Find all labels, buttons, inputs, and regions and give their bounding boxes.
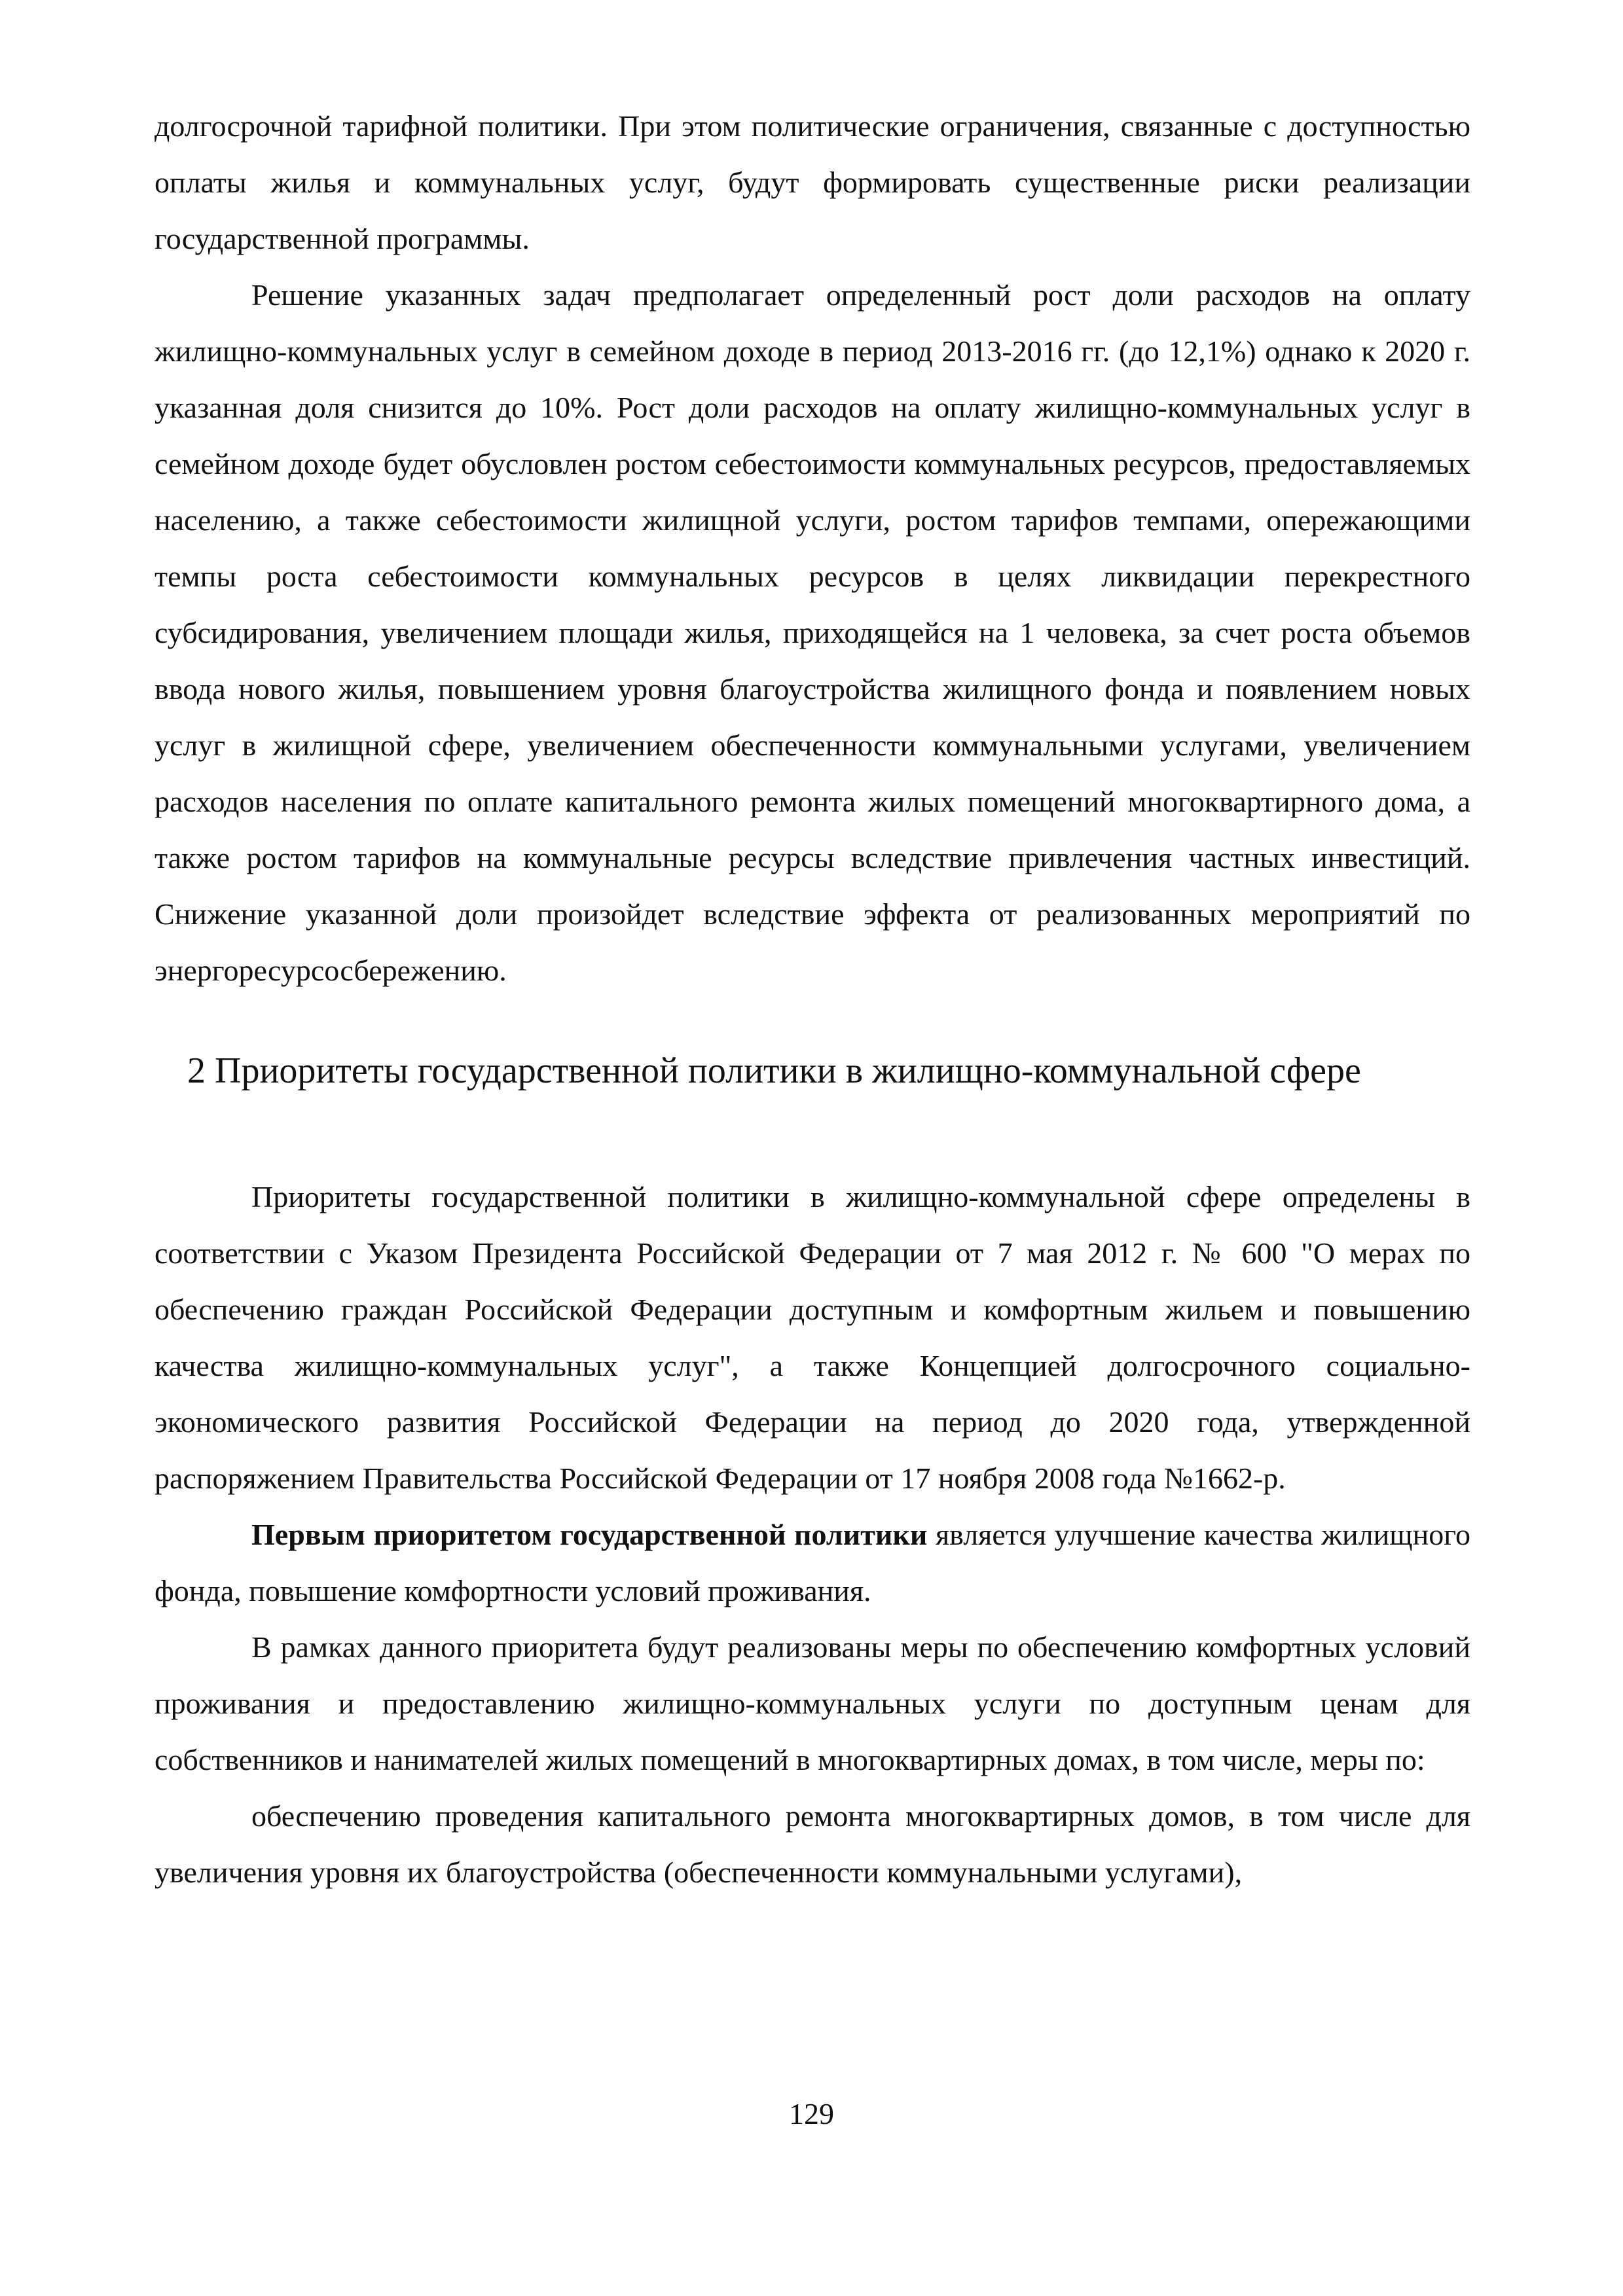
paragraph-measures-intro: В рамках данного приоритета будут реализованы меры по обеспечению комфортных условий проживания и предоставлению жилищно-коммунальных услуги по доступным ценам для собственников и нанимателей жилых помещений в многоквартирных домах, в том числе, меры по: <box>155 1630 1470 1776</box>
document-page <box>155 98 1470 1901</box>
paragraph-continuation: долгосрочной тарифной политики. При этом политические ограничения, связанные с доступностью оплаты жилья и коммунальных услуг, будут формировать существенные риски реализации государственной программы. <box>155 109 1470 255</box>
paragraph-first-priority <box>155 1507 1470 1619</box>
paragraph-capital-repair: обеспечению проведения капитального ремонта многоквартирных домов, в том числе для увеличения уровня их благоустройства (обеспеченности коммунальными услугами), <box>155 1799 1470 1889</box>
paragraph-priorities-basis: Приоритеты государственной политики в жилищно-коммунальной сфере определены в соответствии с Указом Президента Российской Федерации от 7 мая 2012 г. № 600 "О мерах по обеспечению граждан Российской Федерации доступным и комфортным жильем и повышению качества жилищно-коммунальных услуг", а также Концепцией долгосрочного социально-экономического развития Российской Федерации на период до 2020 года, утвержденной распоряжением Правительства Российской Федерации от 17 ноября 2008 года №1662-р. <box>155 1180 1470 1495</box>
first-priority-rest-text: является улучшение качества жилищного фонда, повышение комфортности условий проживания. <box>155 1518 1470 1607</box>
page-number: 129 <box>789 2097 834 2130</box>
first-priority-bold-text: Первым приоритетом государственной политики <box>251 1518 928 1551</box>
section-heading: 2 Приоритеты государственной политики в жилищно-коммунальной сфере <box>187 1050 1361 1091</box>
paragraph-expenses-share: Решение указанных задач предполагает определенный рост доли расходов на оплату жилищно-коммунальных услуг в семейном доходе в период 2013-2016 гг. (до 12,1%) однако к 2020 г. указанная доля снизится до 10%. Рост доли расходов на оплату жилищно-коммунальных услуг в семейном доходе будет обусловлен ростом себестоимости коммунальных ресурсов, предоставляемых населению, а также себестоимости жилищной услуги, ростом тарифов темпами, опережающими темпы роста себестоимости коммунальных ресурсов в целях ликвидации перекрестного субсидирования, увеличением площади жилья, приходящейся на 1 человека, за счет роста объемов ввода нового жилья, повышением уровня благоустройства жилищного фонда и появлением новых услуг в жилищной сфере, увеличением обеспеченности коммунальными услугами, увеличением расходов населения по оплате капитального ремонта жилых помещений многоквартирного дома, а также ростом тарифов на коммунальные ресурсы вследствие привлечения частных инвестиций. Снижение указанной доли произойдет вследствие эффекта от реализованных мероприятий по энергоресурсосбережению. <box>155 278 1470 987</box>
